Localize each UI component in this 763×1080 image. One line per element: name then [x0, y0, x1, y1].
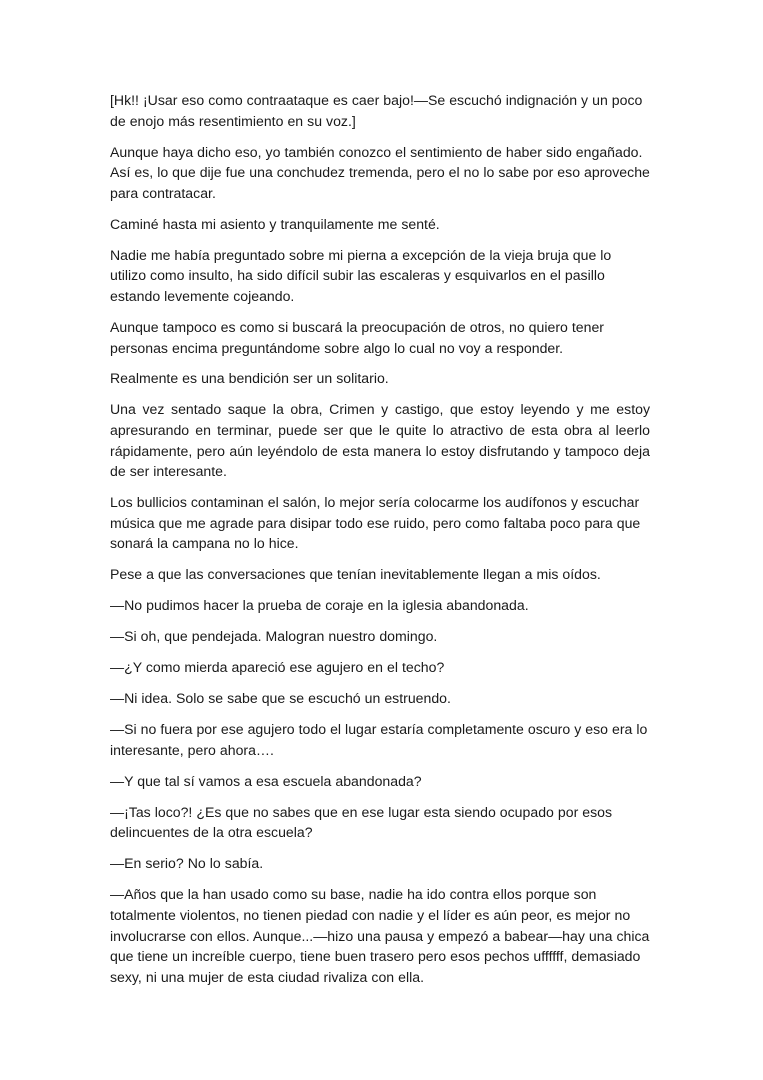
paragraph-9: Pese a que las conversaciones que tenían inevitablemente llegan a mis oídos.	[110, 566, 601, 583]
paragraph-6: Realmente es una bendición ser un solitario.	[110, 370, 389, 387]
dialogue-line-7: —¡Tas loco?! ¿Es que no sabes que en ese lugar esta siendo ocupado por esos delincuentes de la otra escuela?	[110, 803, 613, 841]
dialogue-line-3: —¿Y como mierda apareció ese agujero en el techo?	[110, 659, 445, 676]
paragraph-3: Caminé hasta mi asiento y tranquilamente me senté.	[110, 215, 440, 232]
dialogue-line-1: —No pudimos hacer la prueba de coraje en la iglesia abandonada.	[110, 597, 529, 614]
dialogue-line-2: —Si oh, que pendejada. Malogran nuestro domingo.	[110, 628, 438, 645]
paragraph-8: Los bullicios contaminan el salón, lo mejor sería colocarme los audífonos y escuchar música que me agrade para disipar todo ese ruido, pero como faltaba poco para que sonará la campana no lo hice.	[110, 494, 641, 552]
dialogue-line-9: —Años que la han usado como su base, nadie ha ido contra ellos porque son totalmente violentos, no tienen piedad con nadie y el líder es aún peor, es mejor no involucrarse con ellos. Aunque...—hizo una pausa y empezó a babear—hay una chica que tiene un increíble cuerpo, tiene buen trasero pero esos pechos uffffff, demasiado sexy, ni una mujer de esta ciudad rivaliza con ella.	[110, 886, 650, 985]
dialogue-line-6: —Y que tal sí vamos a esa escuela abandonada?	[110, 772, 422, 789]
paragraph-1: [Hk!! ¡Usar eso como contraataque es caer bajo!—Se escuchó indignación y un poco de enojo más resentimiento en su voz.]	[110, 92, 643, 129]
dialogue-line-4: —Ni idea. Solo se sabe que se escuchó un estruendo.	[110, 690, 451, 707]
paragraph-2: Aunque haya dicho eso, yo también conozco el sentimiento de haber sido engañado. Así es, lo que dije fue una conchudez tremenda, pero el no lo sabe por eso aproveche para contratacar.	[110, 143, 650, 201]
dialogue-line-5: —Si no fuera por ese agujero todo el lugar estaría completamente oscuro y eso era lo interesante, pero ahora….	[110, 721, 648, 758]
paragraph-4: Nadie me había preguntado sobre mi pierna a excepción de la vieja bruja que lo utilizo como insulto, ha sido difícil subir las escaleras y esquivarlos en el pasillo estando levemente cojeando.	[110, 246, 612, 304]
paragraph-7: Una vez sentado saque la obra, Crimen y castigo, que estoy leyendo y me estoy apresurando en terminar, puede ser que le quite lo atractivo de esta obra al leerlo rápidamente, pero aún leyéndolo de esta manera lo estoy disfrutando y tampoco deja de ser interesante.	[110, 401, 650, 480]
paragraph-5: Aunque tampoco es como si buscará la preocupación de otros, no quiero tener personas encima preguntándome sobre algo lo cual no voy a responder.	[110, 318, 604, 356]
dialogue-line-8: —En serio? No lo sabía.	[110, 855, 264, 872]
document-body	[110, 90, 650, 998]
